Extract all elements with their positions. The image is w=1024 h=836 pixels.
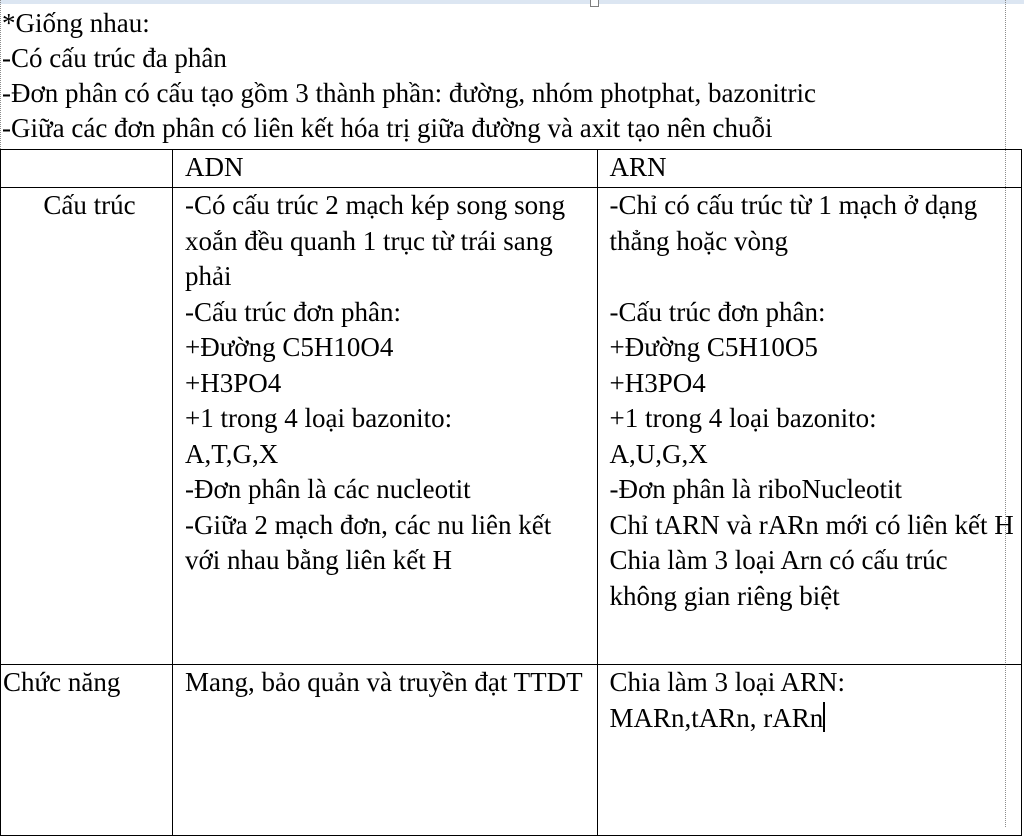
structure-adn-line: -Đơn phân là các nucleotit	[185, 474, 471, 504]
table-header-row	[1, 150, 1022, 188]
function-arn-line: Chia làm 3 loại ARN:	[609, 667, 845, 697]
structure-adn-line: -Giữa 2 mạch đơn, các nu liên kết với nhau bằng liên kết H	[185, 509, 559, 575]
row-label-function: Chức năng	[3, 667, 121, 697]
function-arn-text: MARn,tARn, rARn	[609, 702, 824, 733]
similarity-point[interactable]: -Đơn phân có cấu tạo gồm 3 thành phần: đường, nhóm photphat, bazonitric	[2, 78, 817, 108]
similarity-point[interactable]: -Giữa các đơn phân có liên kết hóa trị giữa đường và axit tạo nên chuỗi	[2, 113, 773, 143]
table-row-structure	[1, 188, 1022, 665]
similarity-point[interactable]: -Có cấu trúc đa phân	[2, 43, 227, 73]
structure-arn-line: Chia làm 3 loại Arn có cấu trúc không gian riêng biệt	[609, 545, 955, 611]
comparison-table-wrapper	[0, 149, 1022, 836]
structure-arn-line: +H3PO4	[609, 367, 706, 398]
function-arn-line-with-cursor	[610, 701, 1016, 737]
function-cell-arn[interactable]	[597, 665, 1022, 836]
structure-adn-line: -Cấu trúc đơn phân:	[185, 296, 401, 327]
structure-adn-line: +H3PO4	[185, 367, 282, 398]
function-adn-line: Mang, bảo quản và truyền đạt TTDT	[185, 667, 583, 697]
structure-arn-line: Chỉ tARN và rARn mới có liên kết H	[609, 509, 1014, 540]
structure-adn-line: +Đường C5H10O4	[185, 332, 394, 362]
similarities-heading[interactable]: *Giống nhau:	[2, 8, 150, 38]
row-label-cell-function[interactable]	[1, 665, 173, 836]
similarities-section[interactable]	[2, 6, 816, 146]
structure-cell-adn[interactable]	[173, 188, 598, 665]
header-cell-arn[interactable]	[597, 150, 1022, 188]
structure-arn-line: A,U,G,X	[609, 438, 708, 469]
row-label-cell-structure[interactable]	[1, 188, 173, 665]
structure-cell-arn[interactable]	[597, 188, 1022, 665]
structure-arn-line: -Đơn phân là riboNucleotit	[609, 474, 902, 504]
structure-arn-line: -Cấu trúc đơn phân:	[609, 296, 826, 327]
text-cursor	[823, 702, 825, 732]
ruler-strip	[0, 0, 1024, 4]
structure-arn-line: +1 trong 4 loại bazonito:	[609, 403, 877, 433]
function-cell-adn[interactable]	[173, 665, 598, 836]
comparison-table	[0, 149, 1022, 836]
row-label-structure: Cấu trúc	[43, 190, 136, 220]
header-cell-adn[interactable]	[173, 150, 598, 188]
structure-arn-line: -Chỉ có cấu trúc từ 1 mạch ở dạng thẳng hoặc vòng	[609, 190, 985, 256]
structure-arn-line: +Đường C5H10O5	[609, 332, 818, 362]
blank-paragraph	[610, 259, 1016, 295]
table-row-function	[1, 665, 1022, 836]
header-cell-empty[interactable]	[1, 150, 173, 188]
header-arn-text: ARN	[609, 152, 667, 182]
header-adn-text: ADN	[185, 152, 244, 182]
structure-adn-line: -Có cấu trúc 2 mạch kép song song xoắn đều quanh 1 trục từ trái sang phải	[185, 190, 572, 291]
structure-adn-line: +1 trong 4 loại bazonito:	[185, 403, 453, 433]
structure-adn-line: A,T,G,X	[185, 438, 279, 469]
